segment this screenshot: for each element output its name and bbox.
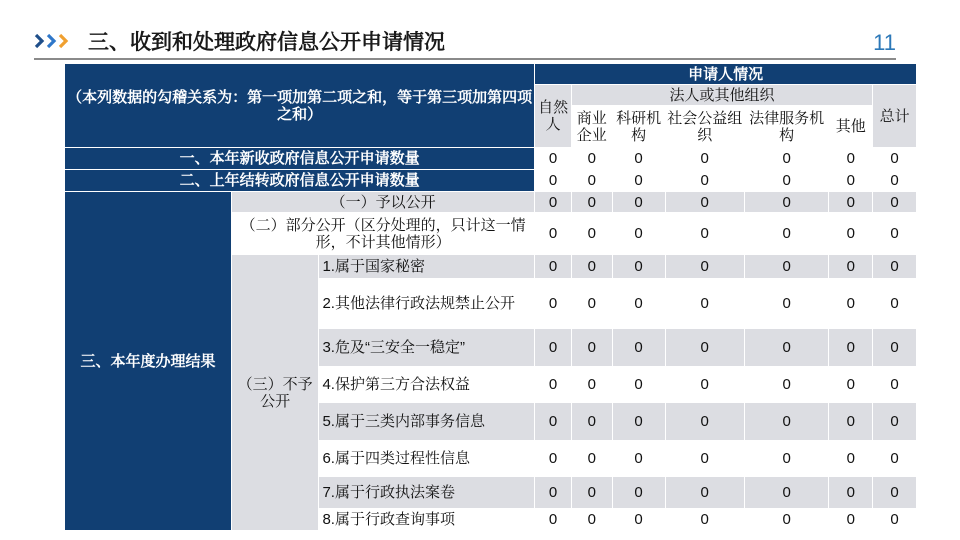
col-header-research: 科研机构 bbox=[612, 106, 665, 148]
cell-value: 0 bbox=[612, 148, 665, 170]
cell-value: 0 bbox=[873, 403, 917, 441]
result-label: （一）予以公开 bbox=[231, 192, 534, 213]
cell-value: 0 bbox=[571, 148, 612, 170]
col-header-other: 其他 bbox=[829, 106, 873, 148]
cell-value: 0 bbox=[612, 329, 665, 367]
cell-value: 0 bbox=[829, 367, 873, 403]
legal-group-header: 法人或其他组织 bbox=[571, 85, 872, 106]
cell-value: 0 bbox=[829, 279, 873, 329]
cell-value: 0 bbox=[665, 148, 744, 170]
cell-value: 0 bbox=[612, 441, 665, 477]
cell-value: 0 bbox=[873, 170, 917, 192]
cell-value: 0 bbox=[571, 477, 612, 509]
cell-value: 0 bbox=[744, 329, 828, 367]
cell-value: 0 bbox=[612, 477, 665, 509]
nondisclosure-item: 1.属于国家秘密 bbox=[319, 255, 535, 279]
cell-value: 0 bbox=[829, 441, 873, 477]
cell-value: 0 bbox=[571, 192, 612, 213]
table-row bbox=[65, 148, 917, 170]
cell-value: 0 bbox=[829, 192, 873, 213]
cell-value: 0 bbox=[535, 367, 572, 403]
cell-value: 0 bbox=[535, 509, 572, 531]
header-note: （本列数据的勾稽关系为：第一项加第二项之和，等于第三项加第四项之和） bbox=[67, 88, 533, 123]
header-divider bbox=[34, 58, 896, 60]
cell-value: 0 bbox=[612, 255, 665, 279]
cell-value: 0 bbox=[535, 192, 572, 213]
cell-value: 0 bbox=[873, 477, 917, 509]
cell-value: 0 bbox=[873, 148, 917, 170]
cell-value: 0 bbox=[744, 403, 828, 441]
cell-value: 0 bbox=[829, 170, 873, 192]
cell-value: 0 bbox=[571, 213, 612, 255]
col-header-nonprofit: 社会公益组织 bbox=[665, 106, 744, 148]
cell-value: 0 bbox=[873, 255, 917, 279]
cell-value: 0 bbox=[571, 403, 612, 441]
cell-value: 0 bbox=[535, 329, 572, 367]
cell-value: 0 bbox=[612, 192, 665, 213]
cell-value: 0 bbox=[744, 279, 828, 329]
cell-value: 0 bbox=[665, 170, 744, 192]
total-header: 总计 bbox=[873, 85, 917, 148]
cell-value: 0 bbox=[829, 148, 873, 170]
page-number: 11 bbox=[873, 30, 896, 55]
cell-value: 0 bbox=[744, 477, 828, 509]
cell-value: 0 bbox=[612, 213, 665, 255]
cell-value: 0 bbox=[665, 255, 744, 279]
nondisclosure-item: 3.危及“三安全一稳定” bbox=[319, 329, 535, 367]
cell-value: 0 bbox=[665, 367, 744, 403]
cell-value: 0 bbox=[873, 441, 917, 477]
cell-value: 0 bbox=[535, 279, 572, 329]
cell-value: 0 bbox=[744, 148, 828, 170]
row-label: 三、本年度办理结果 bbox=[65, 192, 232, 531]
cell-value: 0 bbox=[612, 279, 665, 329]
cell-value: 0 bbox=[665, 477, 744, 509]
nondisclosure-item: 2.其他法律行政法规禁止公开 bbox=[319, 279, 535, 329]
result-label: （二）部分公开（区分处理的，只计这一情形，不计其他情形） bbox=[231, 213, 534, 255]
col-header-legal-service: 法律服务机构 bbox=[744, 106, 828, 148]
cell-value: 0 bbox=[571, 170, 612, 192]
cell-value: 0 bbox=[665, 329, 744, 367]
cell-value: 0 bbox=[612, 509, 665, 531]
cell-value: 0 bbox=[873, 509, 917, 531]
cell-value: 0 bbox=[571, 329, 612, 367]
cell-value: 0 bbox=[571, 279, 612, 329]
cell-value: 0 bbox=[744, 213, 828, 255]
cell-value: 0 bbox=[873, 329, 917, 367]
chevron-right-icon bbox=[34, 33, 74, 49]
cell-value: 0 bbox=[665, 403, 744, 441]
cell-value: 0 bbox=[612, 367, 665, 403]
cell-value: 0 bbox=[744, 170, 828, 192]
cell-value: 0 bbox=[744, 441, 828, 477]
table-row bbox=[65, 170, 917, 192]
cell-value: 0 bbox=[612, 170, 665, 192]
cell-value: 0 bbox=[665, 279, 744, 329]
row-label: 二、上年结转政府信息公开申请数量 bbox=[65, 170, 535, 192]
cell-value: 0 bbox=[612, 403, 665, 441]
cell-value: 0 bbox=[665, 441, 744, 477]
cell-value: 0 bbox=[665, 192, 744, 213]
cell-value: 0 bbox=[535, 148, 572, 170]
cell-value: 0 bbox=[873, 279, 917, 329]
cell-value: 0 bbox=[829, 477, 873, 509]
cell-value: 0 bbox=[829, 509, 873, 531]
cell-value: 0 bbox=[665, 509, 744, 531]
cell-value: 0 bbox=[829, 329, 873, 367]
cell-value: 0 bbox=[744, 509, 828, 531]
cell-value: 0 bbox=[571, 509, 612, 531]
cell-value: 0 bbox=[829, 213, 873, 255]
nondisclosure-item: 7.属于行政执法案卷 bbox=[319, 477, 535, 509]
cell-value: 0 bbox=[571, 441, 612, 477]
cell-value: 0 bbox=[535, 170, 572, 192]
cell-value: 0 bbox=[829, 403, 873, 441]
cell-value: 0 bbox=[571, 367, 612, 403]
cell-value: 0 bbox=[873, 213, 917, 255]
nondisclosure-item: 4.保护第三方合法权益 bbox=[319, 367, 535, 403]
cell-value: 0 bbox=[829, 255, 873, 279]
page-title: 三、收到和处理政府信息公开申请情况 bbox=[88, 31, 445, 54]
table-row bbox=[65, 192, 917, 213]
cell-value: 0 bbox=[744, 367, 828, 403]
cell-value: 0 bbox=[535, 477, 572, 509]
nondisclosure-item: 5.属于三类内部事务信息 bbox=[319, 403, 535, 441]
cell-value: 0 bbox=[873, 192, 917, 213]
cell-value: 0 bbox=[535, 403, 572, 441]
header-note-cell bbox=[65, 64, 535, 148]
nondisclosure-item: 8.属于行政查询事项 bbox=[319, 509, 535, 531]
cell-value: 0 bbox=[665, 213, 744, 255]
cell-value: 0 bbox=[535, 255, 572, 279]
row-label: 一、本年新收政府信息公开申请数量 bbox=[65, 148, 535, 170]
col-header-business: 商业企业 bbox=[571, 106, 612, 148]
cell-value: 0 bbox=[744, 255, 828, 279]
result-label: （三）不予公开 bbox=[231, 255, 319, 531]
cell-value: 0 bbox=[873, 367, 917, 403]
applicant-header: 申请人情况 bbox=[535, 64, 917, 85]
cell-value: 0 bbox=[744, 192, 828, 213]
cell-value: 0 bbox=[535, 213, 572, 255]
disclosure-table bbox=[64, 63, 917, 531]
cell-value: 0 bbox=[535, 441, 572, 477]
cell-value: 0 bbox=[571, 255, 612, 279]
natural-person-header: 自然人 bbox=[535, 85, 572, 148]
nondisclosure-item: 6.属于四类过程性信息 bbox=[319, 441, 535, 477]
